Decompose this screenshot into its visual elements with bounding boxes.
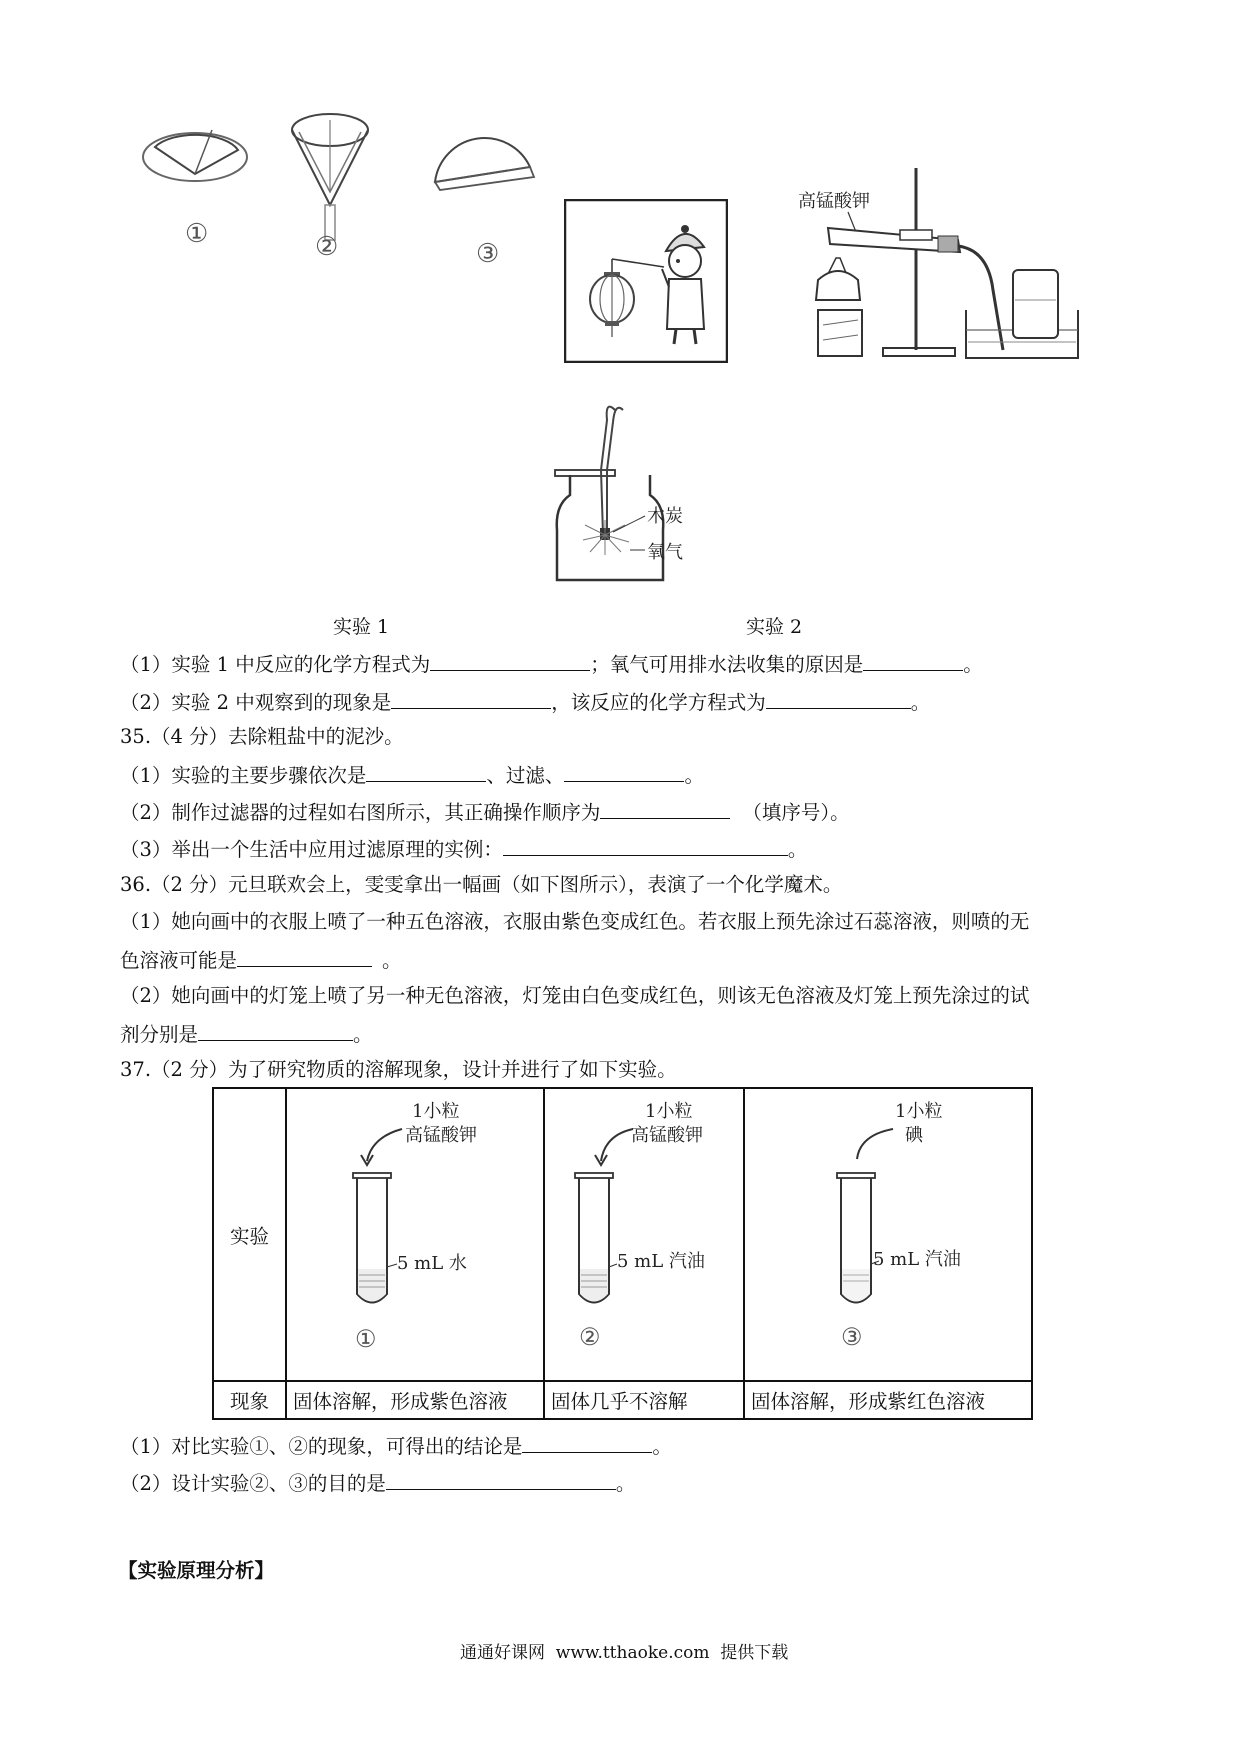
charcoal-in-oxygen-figure [545, 400, 715, 585]
q34-blank-equation2[interactable] [766, 688, 911, 709]
q37-blank-purpose[interactable] [386, 1469, 616, 1490]
tube-1-num: ① [355, 1325, 377, 1353]
dissolution-experiment-table [212, 1087, 1033, 1420]
tube-2-label-1: 1小粒 [645, 1101, 693, 1122]
filter-step-3-figure [430, 122, 540, 272]
phenomenon-3: 固体溶解，形成紫红色溶液 [744, 1381, 1032, 1419]
tube-2-num: ② [579, 1323, 601, 1351]
row-header-phenomenon: 现象 [213, 1381, 286, 1419]
caption-exp1: 实验 1 [333, 616, 390, 638]
charcoal-label: 木炭 [647, 506, 683, 527]
phenomenon-1: 固体溶解，形成紫色溶液 [286, 1381, 544, 1419]
q37-part1: （1）对比实验①、②的现象，可得出的结论是 。 [120, 1432, 672, 1460]
q34-blank-equation1[interactable] [430, 650, 590, 671]
section-heading: 【实验原理分析】 [118, 1559, 275, 1582]
tube-1-liquid: 5 mL 水 [397, 1253, 467, 1274]
tube-2-liquid: 5 mL 汽油 [617, 1251, 705, 1272]
q35-blank-order[interactable] [600, 798, 730, 819]
tube-cell-3 [744, 1088, 1032, 1381]
q37-part2: （2）设计实验②、③的目的是 。 [120, 1469, 635, 1497]
oxygen-collection-apparatus [788, 160, 1088, 365]
q37-title: 37.（2 分）为了研究物质的溶解现象，设计并进行了如下实验。 [120, 1058, 677, 1081]
tube-3-label-2: 碘 [905, 1125, 923, 1146]
tube-3-label-1: 1小粒 [895, 1101, 943, 1122]
filter-step-2-figure [285, 100, 375, 270]
tube-2-label-2: 高锰酸钾 [631, 1125, 703, 1146]
oxygen-label: 氧气 [647, 542, 683, 563]
tube-cell-2 [544, 1088, 744, 1381]
q35-part2: （2）制作过滤器的过程如右图所示，其正确操作顺序为 （填序号）。 [120, 798, 850, 826]
test-tube-3-figure [745, 1089, 1031, 1375]
q35-part1: （1）实验的主要步骤依次是 、过滤、 。 [120, 761, 704, 789]
q36-blank-reagents[interactable] [198, 1020, 353, 1041]
q36-part1-line1: （1）她向画中的衣服上喷了一种五色溶液，衣服由紫色变成红色。若衣服上预先涂过石蕊溶液，则喷的无 [120, 910, 1030, 933]
filter-step-2-num: ② [315, 232, 339, 262]
magic-painting-figure [564, 199, 728, 363]
q35-blank-step1[interactable] [366, 761, 486, 782]
q35-part3: （3）举出一个生活中应用过滤原理的实例： 。 [120, 835, 807, 863]
filter-step-1-figure [140, 112, 250, 262]
tube-1-label-2: 高锰酸钾 [405, 1125, 477, 1146]
tube-cell-1 [286, 1088, 544, 1381]
potassium-permanganate-label: 高锰酸钾 [798, 191, 870, 212]
q36-part2-line2: 剂分别是 。 [120, 1020, 373, 1048]
page-footer: 通通好课网 www.tthaoke.com 提供下载 [460, 1643, 789, 1663]
table-row-experiment [213, 1088, 1032, 1381]
q36-title: 36.（2 分）元旦联欢会上，雯雯拿出一幅画（如下图所示），表演了一个化学魔术。 [120, 873, 843, 896]
test-tube-2-figure [545, 1089, 743, 1375]
table-row-phenomenon [213, 1381, 1032, 1419]
filter-step-3-num: ③ [476, 239, 500, 269]
caption-exp2: 实验 2 [746, 616, 803, 638]
filter-step-1-num: ① [185, 219, 209, 249]
q35-blank-step3[interactable] [564, 761, 684, 782]
q34-blank-phenomenon[interactable] [391, 688, 551, 709]
phenomenon-2: 固体几乎不溶解 [544, 1381, 744, 1419]
q37-blank-conclusion[interactable] [522, 1432, 652, 1453]
q36-part2-line1: （2）她向画中的灯笼上喷了另一种无色溶液，灯笼由白色变成红色，则该无色溶液及灯笼上预先涂过的试 [120, 984, 1030, 1007]
q34-part2: （2）实验 2 中观察到的现象是 ，该反应的化学方程式为 。 [120, 688, 930, 716]
q35-blank-example[interactable] [503, 835, 788, 856]
tube-1-label-1: 1小粒 [412, 1101, 460, 1122]
q35-title: 35.（4 分）去除粗盐中的泥沙。 [120, 725, 404, 748]
q36-part1-line2: 色溶液可能是 。 [120, 946, 402, 974]
row-header-experiment: 实验 [213, 1088, 286, 1381]
test-tube-1-figure [287, 1089, 543, 1375]
q36-blank-solution[interactable] [237, 946, 372, 967]
tube-3-liquid: 5 mL 汽油 [873, 1249, 961, 1270]
tube-3-num: ③ [841, 1323, 863, 1351]
q34-part1: （1）实验 1 中反应的化学方程式为 ；氧气可用排水法收集的原因是 。 [120, 650, 983, 678]
q34-blank-reason[interactable] [863, 650, 963, 671]
